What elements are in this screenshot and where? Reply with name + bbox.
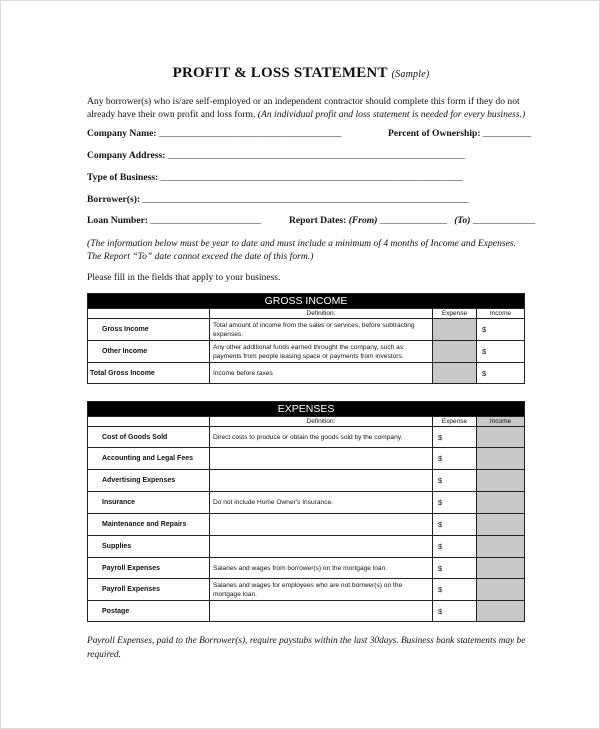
row-label: Cost of Goods Sold: [88, 427, 210, 448]
expense-input-cell[interactable]: $: [433, 492, 477, 514]
income-input-cell[interactable]: $: [477, 341, 525, 363]
table-row: [88, 514, 525, 536]
report-from-line[interactable]: ______________: [379, 215, 448, 226]
expense-cell-shaded: [433, 363, 477, 384]
company-name-label: Company Name:: [87, 128, 157, 139]
row-label: Gross Income: [88, 319, 210, 341]
date-requirement-note: (The information below must be year to date and must include a minimum of 4 months of Income and Expenses. The Report “To” date cannot exceed the date of this form.): [87, 238, 517, 262]
income-cell-shaded: [477, 558, 525, 579]
row-label: Advertising Expenses: [88, 470, 210, 492]
row-definition: Total amount of income from the sales or services, before subtracting expenses.: [210, 319, 433, 341]
report-to-line[interactable]: _____________: [472, 215, 536, 226]
row-label: Insurance: [88, 492, 210, 514]
gross-income-header-row: [88, 294, 525, 309]
expenses-header: EXPENSES: [88, 402, 525, 417]
gross-income-header: GROSS INCOME: [88, 294, 525, 309]
row-definition: [210, 514, 433, 536]
title-sample-label: (Sample): [391, 69, 430, 80]
borrowers-label: Borrower(s):: [87, 194, 141, 205]
income-cell-shaded: [477, 470, 525, 492]
expense-input-cell[interactable]: $: [433, 601, 477, 622]
expense-input-cell[interactable]: $: [433, 470, 477, 492]
row-definition: [210, 448, 433, 470]
gross-income-table: [87, 293, 525, 384]
row-label: Maintenance and Repairs: [88, 514, 210, 536]
income-cell-shaded: [477, 427, 525, 448]
row-label: Supplies: [88, 536, 210, 558]
table-row: [88, 601, 525, 622]
company-address-label: Company Address:: [87, 150, 166, 161]
row-definition: Direct costs to produce or obtain the goods sold by the company.: [210, 427, 433, 448]
expense-input-cell[interactable]: $: [433, 558, 477, 579]
definition-column-header: Definition:: [210, 309, 433, 319]
table-row: [88, 427, 525, 448]
expense-cell-shaded: [433, 319, 477, 341]
expense-input-cell[interactable]: $: [433, 514, 477, 536]
report-to-label: (To): [454, 215, 471, 226]
table-row: [88, 363, 525, 384]
income-column-header: Income: [477, 417, 525, 427]
income-cell-shaded: [477, 492, 525, 514]
report-dates-label: Report Dates:: [289, 215, 347, 226]
expense-input-cell[interactable]: $: [433, 427, 477, 448]
row-label: Other Income: [88, 341, 210, 363]
company-address-field[interactable]: [87, 150, 465, 161]
title-text: PROFIT & LOSS STATEMENT: [172, 65, 388, 81]
income-cell-shaded: [477, 536, 525, 558]
expense-input-cell[interactable]: $: [433, 579, 477, 601]
table-row: [88, 341, 525, 363]
type-of-business-field[interactable]: [87, 172, 463, 183]
report-dates-field[interactable]: [289, 215, 535, 226]
expense-input-cell[interactable]: $: [433, 536, 477, 558]
payroll-footnote: Payroll Expenses, paid to the Borrower(s), require paystubs within the last 30days. Business bank statements may be required.: [87, 636, 526, 660]
percent-ownership-line[interactable]: __________: [482, 128, 531, 139]
page-title: [1, 65, 600, 82]
percent-ownership-label: Percent of Ownership:: [388, 128, 481, 139]
income-cell-shaded: [477, 601, 525, 622]
row-definition: [210, 536, 433, 558]
expense-column-header: Expense: [433, 417, 477, 427]
type-of-business-line[interactable]: _______________________________________________________________: [160, 172, 463, 183]
table-row: [88, 558, 525, 579]
loan-number-field[interactable]: [87, 215, 261, 226]
percent-ownership-field[interactable]: [388, 128, 531, 139]
definition-column-header: Definition:: [210, 417, 433, 427]
intro-paragraph: [87, 95, 527, 121]
table-row: [88, 319, 525, 341]
intro-italic-text: (An individual profit and loss statement is needed for every business.): [257, 109, 526, 120]
row-definition: Any other additional funds earned throught the company, such as: payments from people leasing space or payments from investors.: [210, 341, 433, 363]
type-of-business-label: Type of Business:: [87, 172, 159, 183]
row-definition: Do not include Home Owner's Insurance.: [210, 492, 433, 514]
row-label: Total Gross Income: [88, 363, 210, 384]
company-address-line[interactable]: ______________________________________________________________: [167, 150, 466, 161]
income-input-cell[interactable]: $: [477, 363, 525, 384]
company-name-field[interactable]: [87, 128, 341, 139]
income-column-header: Income: [477, 309, 525, 319]
company-name-line[interactable]: ______________________________________: [158, 128, 342, 139]
fill-instruction: Please fill in the fields that apply to your business.: [87, 272, 281, 283]
row-definition: Income before taxes: [210, 363, 433, 384]
expense-cell-shaded: [433, 341, 477, 363]
table-row: [88, 448, 525, 470]
expenses-header-row: [88, 402, 525, 417]
row-definition: Salaries and wages from borrower(s) on the mortgage loan.: [210, 558, 433, 579]
row-label: Postage: [88, 601, 210, 622]
expense-input-cell[interactable]: $: [433, 448, 477, 470]
expense-column-header: Expense: [433, 309, 477, 319]
table-row: [88, 579, 525, 601]
report-from-label: (From): [348, 215, 378, 226]
row-definition: [210, 470, 433, 492]
income-cell-shaded: [477, 514, 525, 536]
loan-number-line[interactable]: _______________________: [150, 215, 261, 226]
row-definition: Salaries and wages for employees who are not borrwer(s) on the mortgage loan.: [210, 579, 433, 601]
row-label: Payroll Expenses: [88, 579, 210, 601]
intro-plain-text: Any borrower(s) who is/are self-employed or an independent contractor should complete this form if they do not already have their own profit and loss form.: [87, 96, 520, 120]
gross-income-column-headers: [88, 309, 525, 319]
borrowers-field[interactable]: [87, 194, 469, 205]
borrowers-line[interactable]: ____________________________________________________________________: [142, 194, 469, 205]
table-row: [88, 470, 525, 492]
expenses-column-headers: [88, 417, 525, 427]
row-label: Accounting and Legal Fees: [88, 448, 210, 470]
row-definition: [210, 601, 433, 622]
income-cell-shaded: [477, 448, 525, 470]
loan-number-label: Loan Number:: [87, 215, 149, 226]
income-cell-shaded: [477, 579, 525, 601]
expenses-table: [87, 401, 525, 622]
income-input-cell[interactable]: $: [477, 319, 525, 341]
row-label: Payroll Expenses: [88, 558, 210, 579]
table-row: [88, 492, 525, 514]
table-row: [88, 536, 525, 558]
